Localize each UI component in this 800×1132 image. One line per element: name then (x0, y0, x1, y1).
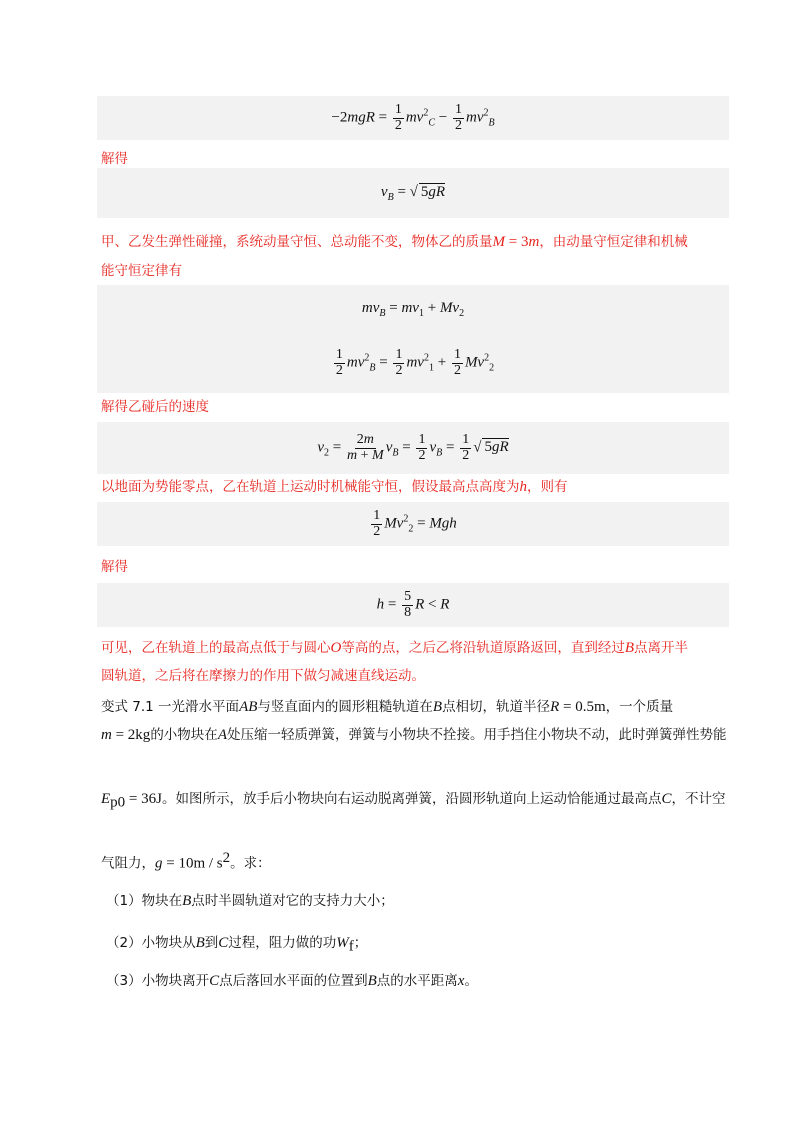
paragraph-collision-cont: 能守恒定律有 (101, 263, 182, 279)
paragraph-collision: 甲、乙发生弹性碰撞，系统动量守恒、总动能不变，物体乙的质量M = 3m，由动量守恒定律和机械 (101, 234, 688, 250)
question-line-4: 气阻力，$g = 10m / s^2$。求： (101, 850, 271, 872)
sub-question-2: （2）小物块从B到C过程，阻力做的功$W_f$； (106, 935, 368, 955)
equation-energy-conservation: −2mgR = $\frac{1}{2}$ $mv^2_C$ − $\frac{1}{2}$ $mv^2_B$ (97, 96, 729, 140)
question-line-3: $E_{p0} = 36J$。如图所示，放手后小物块向右运动脱离弹簧，沿圆形轨道向上运动恰能通过最高点C，不计空 (101, 791, 726, 811)
sub-question-1: （1）物块在B点时半圆轨道对它的支持力大小； (106, 893, 394, 909)
text-jiede-2: 解得乙碰后的速度 (101, 399, 209, 415)
paragraph-energy: 以地面为势能零点，乙在轨道上运动时机械能守恒，假设最高点高度为h，则有 (101, 479, 568, 495)
equation-momentum-energy: $mv_B = mv_1 + Mv_2$ $\frac{1}{2}$ $mv^2_B$ = $\frac{1}{2}$ $mv^2_1$ + $\frac{1}{2}$ $Mv^2_2$ (97, 285, 729, 393)
text-jiede-1: 解得 (101, 151, 128, 167)
equation-v2: $v_2$ = $\frac{2m}{m + M}$ $v_B$ = $\frac{1}{2}$ $v_B$ = $\frac{1}{2}$ √ 5gR (97, 422, 729, 474)
paragraph-conclusion-cont: 圆轨道，之后将在摩擦力的作用下做匀减速直线运动。 (101, 668, 425, 684)
equation-h-result: h = $\frac{5}{8}$ R < R (97, 583, 729, 627)
sub-question-3: （3）小物块离开C点后落回水平面的位置到B点的水平距离x。 (106, 973, 478, 989)
text-jiede-3: 解得 (101, 559, 128, 575)
question-line-2: m = 2kg的小物块在A处压缩一轻质弹簧，弹簧与小物块不拴接。用手挡住小物块不动，此时弹簧弹性势能 (101, 727, 727, 743)
equation-vb: $v_B$ = √ 5gR (97, 168, 729, 218)
paragraph-conclusion: 可见，乙在轨道上的最高点低于与圆心O等高的点，之后乙将沿轨道原路返回，直到经过B点离开半 (101, 640, 689, 656)
equation-height: $\frac{1}{2}$ $Mv^2_2$ = Mgh (97, 502, 729, 546)
question-line-1: 变式 7.1 一光滑水平面AB与竖直面内的圆形粗糙轨道在B点相切，轨道半径R = 0.5m，一个质量 (101, 699, 674, 715)
